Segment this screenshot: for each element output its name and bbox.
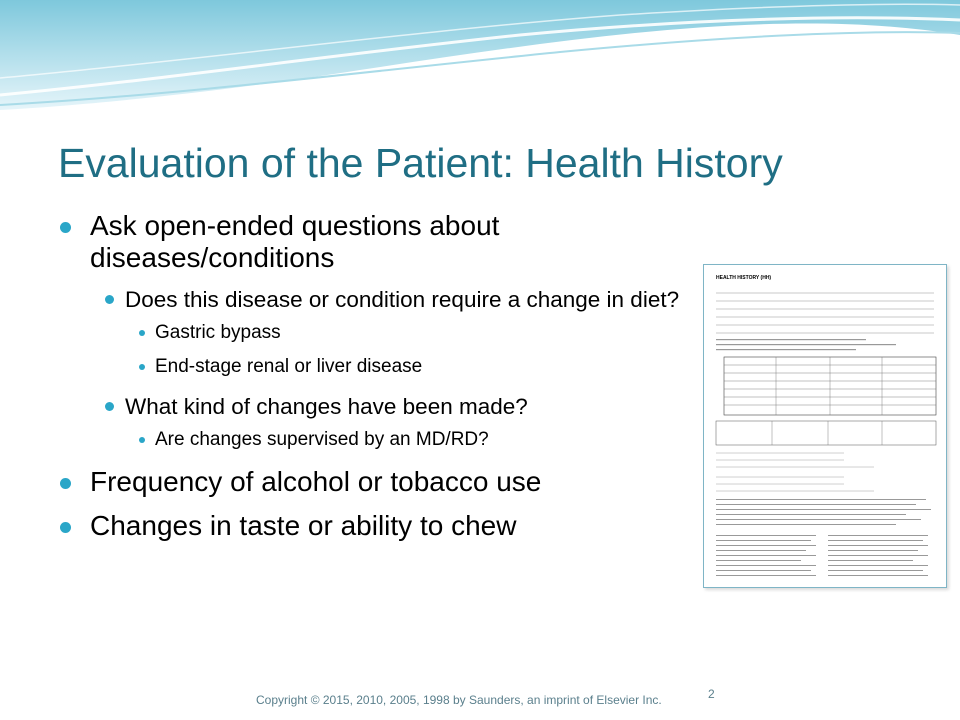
slide-title: Evaluation of the Patient: Health History: [58, 140, 783, 186]
bullet-text: Changes in taste or ability to chew: [90, 510, 517, 541]
bullet-text: Frequency of alcohol or tobacco use: [90, 466, 542, 497]
form-heading: HEALTH HISTORY (HH): [716, 275, 772, 281]
sub-sub-bullet-item: [60, 321, 700, 345]
bullet-item: [60, 210, 700, 274]
sub-bullet-item: [60, 393, 605, 420]
bullet-dot-icon: [105, 295, 114, 304]
page-number: 2: [708, 687, 715, 701]
bullet-dot-icon: [60, 222, 71, 233]
header-wave-decoration: [0, 0, 960, 130]
bullet-dot-icon: [60, 522, 71, 533]
bullet-dot-icon: [105, 402, 114, 411]
bullet-item: [60, 466, 700, 498]
sub-bullet-text: Does this disease or condition require a change in diet?: [125, 287, 680, 312]
bullet-dot-icon: [139, 364, 145, 370]
bullet-dot-icon: [139, 330, 145, 336]
sub-sub-bullet-text: Are changes supervised by an MD/RD?: [155, 429, 489, 450]
sub-sub-bullet-item: [60, 355, 700, 379]
sub-bullet-item: [60, 286, 700, 313]
bullet-dot-icon: [60, 478, 71, 489]
bullet-list: [60, 210, 700, 554]
sub-bullet-text: What kind of changes have been made?: [125, 394, 528, 419]
health-history-form-image: [703, 264, 947, 588]
bullet-text: Ask open-ended questions about diseases/conditions: [90, 210, 500, 273]
copyright-text: Copyright © 2015, 2010, 2005, 1998 by Saunders, an imprint of Elsevier Inc.: [256, 693, 662, 707]
bullet-item: [60, 510, 700, 542]
sub-sub-bullet-text: Gastric bypass: [155, 322, 281, 343]
sub-sub-bullet-text: End-stage renal or liver disease: [155, 356, 423, 377]
bullet-dot-icon: [139, 437, 145, 443]
sub-sub-bullet-item: [60, 428, 700, 452]
